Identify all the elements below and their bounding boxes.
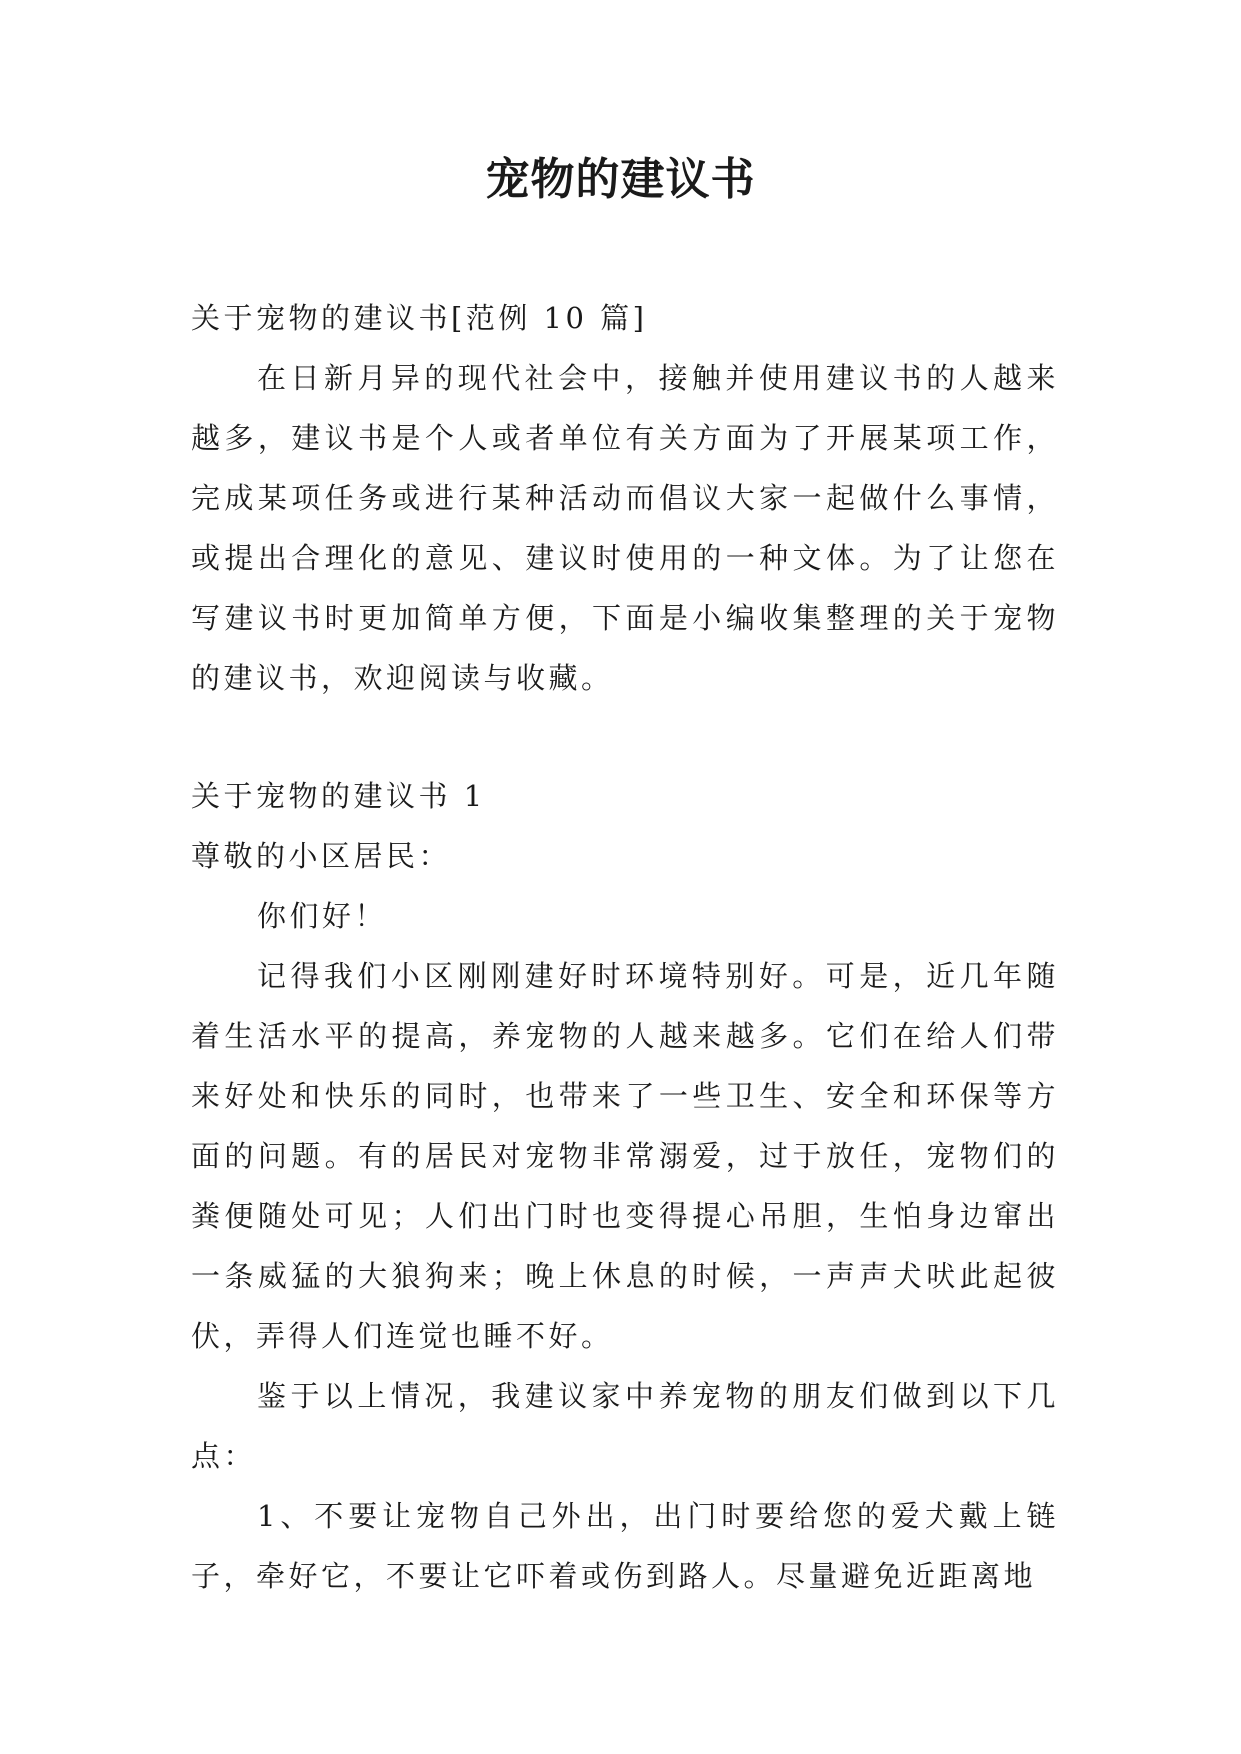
document-body bbox=[191, 288, 1059, 1606]
section-heading: 关于宠物的建议书 1 bbox=[191, 779, 486, 813]
body-paragraph-3: 1、不要让宠物自己外出，出门时要给您的爱犬戴上链子，牵好它，不要让它吓着或伤到路人。尽量避免近距离地 bbox=[191, 1499, 1059, 1593]
section-spacer bbox=[191, 708, 1059, 766]
body-paragraph-1: 记得我们小区刚刚建好时环境特别好。可是，近几年随着生活水平的提高，养宠物的人越来越多。它们在给人们带来好处和快乐的同时，也带来了一些卫生、安全和环保等方面的问题。有的居民对宠物非常溺爱，过于放任，宠物们的粪便随处可见；人们出门时也变得提心吊胆，生怕身边窜出一条威猛的大狼狗来；晚上休息的时候，一声声犬吠此起彼伏，弄得人们连觉也睡不好。 bbox=[191, 959, 1059, 1353]
salutation: 尊敬的小区居民： bbox=[191, 839, 452, 873]
intro-paragraph: 在日新月异的现代社会中，接触并使用建议书的人越来越多，建议书是个人或者单位有关方面为了开展某项工作，完成某项任务或进行某种活动而倡议大家一起做什么事情，或提出合理化的意见、建议时使用的一种文体。为了让您在写建议书时更加简单方便，下面是小编收集整理的关于宠物的建议书，欢迎阅读与收藏。 bbox=[191, 361, 1059, 695]
page-title: 宠物的建议书 bbox=[485, 154, 756, 205]
body-paragraph-2: 鉴于以上情况，我建议家中养宠物的朋友们做到以下几点： bbox=[191, 1379, 1059, 1473]
greeting: 你们好！ bbox=[257, 899, 388, 933]
document-heading: 关于宠物的建议书[范例 10 篇] bbox=[191, 301, 648, 335]
